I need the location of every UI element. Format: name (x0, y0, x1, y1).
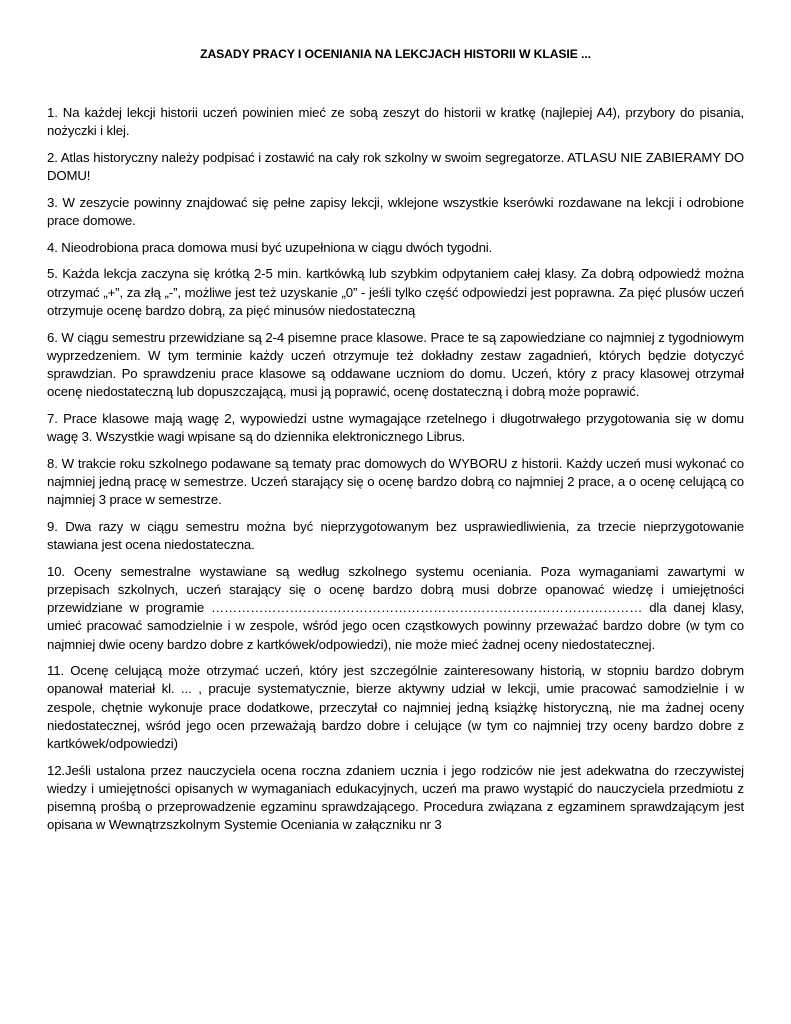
rule-2: 2. Atlas historyczny należy podpisać i zostawić na cały rok szkolny w swoim segregatorze. ATLASU NIE ZABIERAMY DO DOMU! (47, 149, 744, 184)
rule-6: 6. W ciągu semestru przewidziane są 2-4 pisemne prace klasowe. Prace te są zapowiedziane co najmniej z tygodniowym wyprzedzeniem. W tym terminie każdy uczeń otrzymuje też dokładny zestaw zagadnień, których będzie dotyczyć sprawdzian. Po sprawdzeniu prace klasowe są oddawane uczniom do domu. Uczeń, który z pracy klasowej otrzymał ocenę niedostateczną lub dopuszczającą, musi ją poprawić, ocenę dostateczną i dobrą może poprawić. (47, 329, 744, 400)
rule-3: 3. W zeszycie powinny znajdować się pełne zapisy lekcji, wklejone wszystkie kserówki rozdawane na lekcji i odrobione prace domowe. (47, 194, 744, 229)
rule-5: 5. Każda lekcja zaczyna się krótką 2-5 min. kartkówką lub szybkim odpytaniem całej klasy. Za dobrą odpowiedź można otrzymać „+”, za złą „-”, możliwe jest też uzyskanie „0” - jeśli tylko część odpowiedzi jest poprawna. Za pięć plusów uczeń otrzymuje ocenę bardzo dobrą, za pięć minusów niedostateczną (47, 266, 744, 318)
rule-4: 4. Nieodrobiona praca domowa musi być uzupełniona w ciągu dwóch tygodni. (47, 239, 493, 255)
rules-list (47, 104, 744, 843)
document-title: ZASADY PRACY I OCENIANIA NA LEKCJACH HISTORII W KLASIE ... (200, 47, 591, 61)
rule-10: 10. Oceny semestralne wystawiane są według szkolnego systemu oceniania. Poza wymaganiami zawartymi w przepisach szkolnych, uczeń starający się o ocenę bardzo dobrą musi dobrze opanować wiedzę i umiejętności przewidziane w programie ……………………………………………………………………………………… dla danej klasy, umieć pracować samodzielnie i w zespole, wśród jego ocen cząstkowych powinny przeważać bardzo dobre (w tym co najmniej dwie oceny bardzo dobre z kartkówek/odpowiedzi), nie może mieć żadnej oceny niedostatecznej. (47, 563, 744, 652)
rule-11: 11. Ocenę celującą może otrzymać uczeń, który jest szczególnie zainteresowany historią, w stopniu bardzo dobrym opanował materiał kl. ... , pracuje systematycznie, bierze aktywny udział w lekcji, umie pracować samodzielnie i w zespole, chętnie wykonuje prace dodatkowe, przeczytał co najmniej jedną książkę historyczną, nie ma żadnej oceny niedostatecznej, wśród jego ocen przeważają bardzo dobre i celujące (w tym co najmniej trzy oceny bardzo dobre z kartkówek/odpowiedzi) (47, 663, 744, 752)
rule-12: 12.Jeśli ustalona przez nauczyciela ocena roczna zdaniem ucznia i jego rodziców nie jest adekwatna do rzeczywistej wiedzy i umiejętności opisanych w wymaganiach edukacyjnych, uczeń ma prawo wystąpić do nauczyciela przedmiotu z pisemną prośbą o przeprowadzenie egzaminu sprawdzającego. Procedura związana z egzaminem sprawdzającym jest opisana w Wewnątrzszkolnym Systemie Oceniania w załączniku nr 3 (47, 762, 744, 833)
rule-9: 9. Dwa razy w ciągu semestru można być nieprzygotowanym bez usprawiedliwienia, za trzecie nieprzygotowanie stawiana jest ocena niedostateczna. (47, 518, 744, 553)
rule-7: 7. Prace klasowe mają wagę 2, wypowiedzi ustne wymagające rzetelnego i długotrwałego przygotowania się w domu wagę 3. Wszystkie wagi wpisane są do dziennika elektronicznego Librus. (47, 410, 744, 445)
rule-8: 8. W trakcie roku szkolnego podawane są tematy prac domowych do WYBORU z historii. Każdy uczeń musi wykonać co najmniej jedną pracę w semestrze. Uczeń starający się o ocenę bardzo dobrą co najmniej 2 prace, a o ocenę celującą co najmniej 3 prace w semestrze. (47, 455, 744, 508)
rule-1: 1. Na każdej lekcji historii uczeń powinien mieć ze sobą zeszyt do historii w kratkę (najlepiej A4), przybory do pisania, nożyczki i klej. (47, 105, 744, 139)
